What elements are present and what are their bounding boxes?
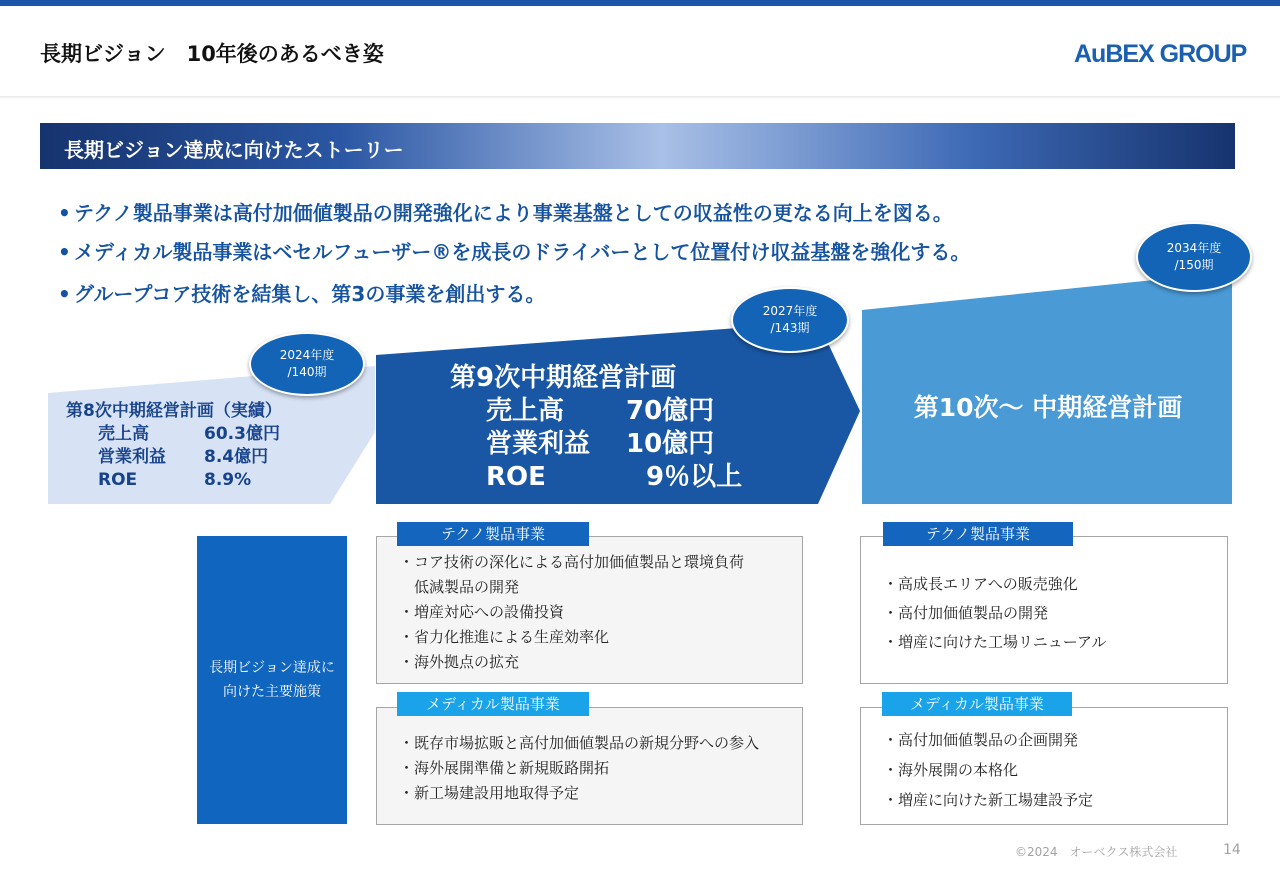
metric-label: 営業利益 — [98, 447, 166, 467]
footer-copyright: ©2024 オーベクス株式会社 — [1015, 845, 1178, 859]
list-item: ・コア技術の深化による高付加価値製品と環境負荷 — [399, 553, 745, 571]
badge-period: /143期 — [770, 321, 810, 335]
year-badge-2024 — [249, 332, 365, 396]
plan9-row-operating-profit — [450, 428, 742, 461]
plan10-title: 第10次～ 中期経営計画 — [913, 393, 1183, 422]
list-item: ・新工場建設用地取得予定 — [399, 784, 580, 802]
metric-value: 10億円 — [626, 429, 715, 459]
side-label-line1: 長期ビジョン達成に — [209, 660, 335, 676]
page-title: 長期ビジョン 10年後のあるべき姿 — [40, 42, 384, 66]
year-badge-2034 — [1136, 222, 1252, 292]
badge-year: 2027年度 — [762, 304, 818, 318]
year-badge-2027 — [731, 287, 849, 353]
list-item: ・増産対応への設備投資 — [399, 603, 565, 621]
banner-title: 長期ビジョン達成に向けたストーリー — [64, 138, 404, 162]
plan10-techno-panel — [860, 536, 1228, 684]
bullet-text: テクノ製品事業は高付加価値製品の開発強化により事業基盤としての収益性の更なる向上を図る。 — [74, 201, 953, 225]
bullet-marker: • — [58, 240, 71, 264]
plan8-row-operating-profit — [66, 446, 282, 469]
metric-value: 9％以上 — [646, 462, 743, 492]
badge-period: /150期 — [1174, 258, 1214, 272]
plan8-results — [66, 400, 282, 492]
plan10-medical-panel — [860, 707, 1228, 825]
plan9-row-roe — [450, 461, 742, 494]
tag-medical: メディカル製品事業 — [882, 692, 1072, 716]
list-item: ・海外展開準備と新規販路開拓 — [399, 759, 610, 777]
page-number: 14 — [1223, 842, 1241, 858]
tag-techno: テクノ製品事業 — [883, 522, 1073, 546]
plan8-row-sales — [66, 423, 282, 446]
list-item: ・高成長エリアへの販売強化 — [883, 575, 1078, 593]
tag-medical: メディカル製品事業 — [397, 692, 589, 716]
metric-value: 8.4億円 — [204, 447, 269, 467]
metric-label: 売上高 — [486, 396, 565, 426]
metric-value: 8.9% — [204, 470, 252, 490]
list-item: ・省力化推進による生産効率化 — [399, 628, 610, 646]
metric-label: ROE — [98, 470, 138, 490]
key-initiatives-label — [197, 536, 347, 824]
metric-label: ROE — [486, 462, 546, 492]
list-item: ・既存市場拡販と高付加価値製品の新規分野への参入 — [399, 734, 760, 752]
badge-year: 2034年度 — [1166, 241, 1222, 255]
company-logo: AuBEX GROUP — [1074, 40, 1247, 68]
list-item: ・海外拠点の拡充 — [399, 653, 520, 671]
list-item: ・増産に向けた工場リニューアル — [883, 633, 1107, 651]
side-label-line2: 向けた主要施策 — [223, 684, 321, 700]
plan9-targets — [450, 362, 742, 494]
bullet-text: グループコア技術を結集し、第3の事業を創出する。 — [74, 282, 546, 306]
list-item: ・高付加価値製品の企画開発 — [883, 731, 1079, 749]
bullet-marker: • — [58, 282, 71, 306]
metric-value: 70億円 — [626, 396, 715, 426]
tag-techno: テクノ製品事業 — [397, 522, 589, 546]
plan9-row-sales — [450, 395, 742, 428]
plan9-title: 第9次中期経営計画 — [450, 363, 677, 393]
bullet-text: メディカル製品事業はベセルフューザー®を成長のドライバーとして位置付け収益基盤を強化する。 — [74, 240, 971, 264]
plan9-medical-panel — [376, 707, 803, 825]
list-item: ・増産に向けた新工場建設予定 — [883, 791, 1094, 809]
plan8-row-roe — [66, 469, 282, 492]
bullet-marker: • — [58, 201, 71, 225]
metric-value: 60.3億円 — [204, 424, 280, 444]
plan9-techno-panel — [376, 536, 803, 684]
list-item: 低減製品の開発 — [399, 578, 520, 596]
metric-label: 売上高 — [98, 424, 149, 444]
plan8-title: 第8次中期経営計画（実績） — [66, 401, 282, 421]
list-item: ・高付加価値製品の開発 — [883, 604, 1049, 622]
badge-year: 2024年度 — [279, 348, 335, 362]
metric-label: 営業利益 — [486, 429, 591, 459]
list-item: ・海外展開の本格化 — [883, 761, 1019, 779]
badge-period: /140期 — [287, 365, 327, 379]
